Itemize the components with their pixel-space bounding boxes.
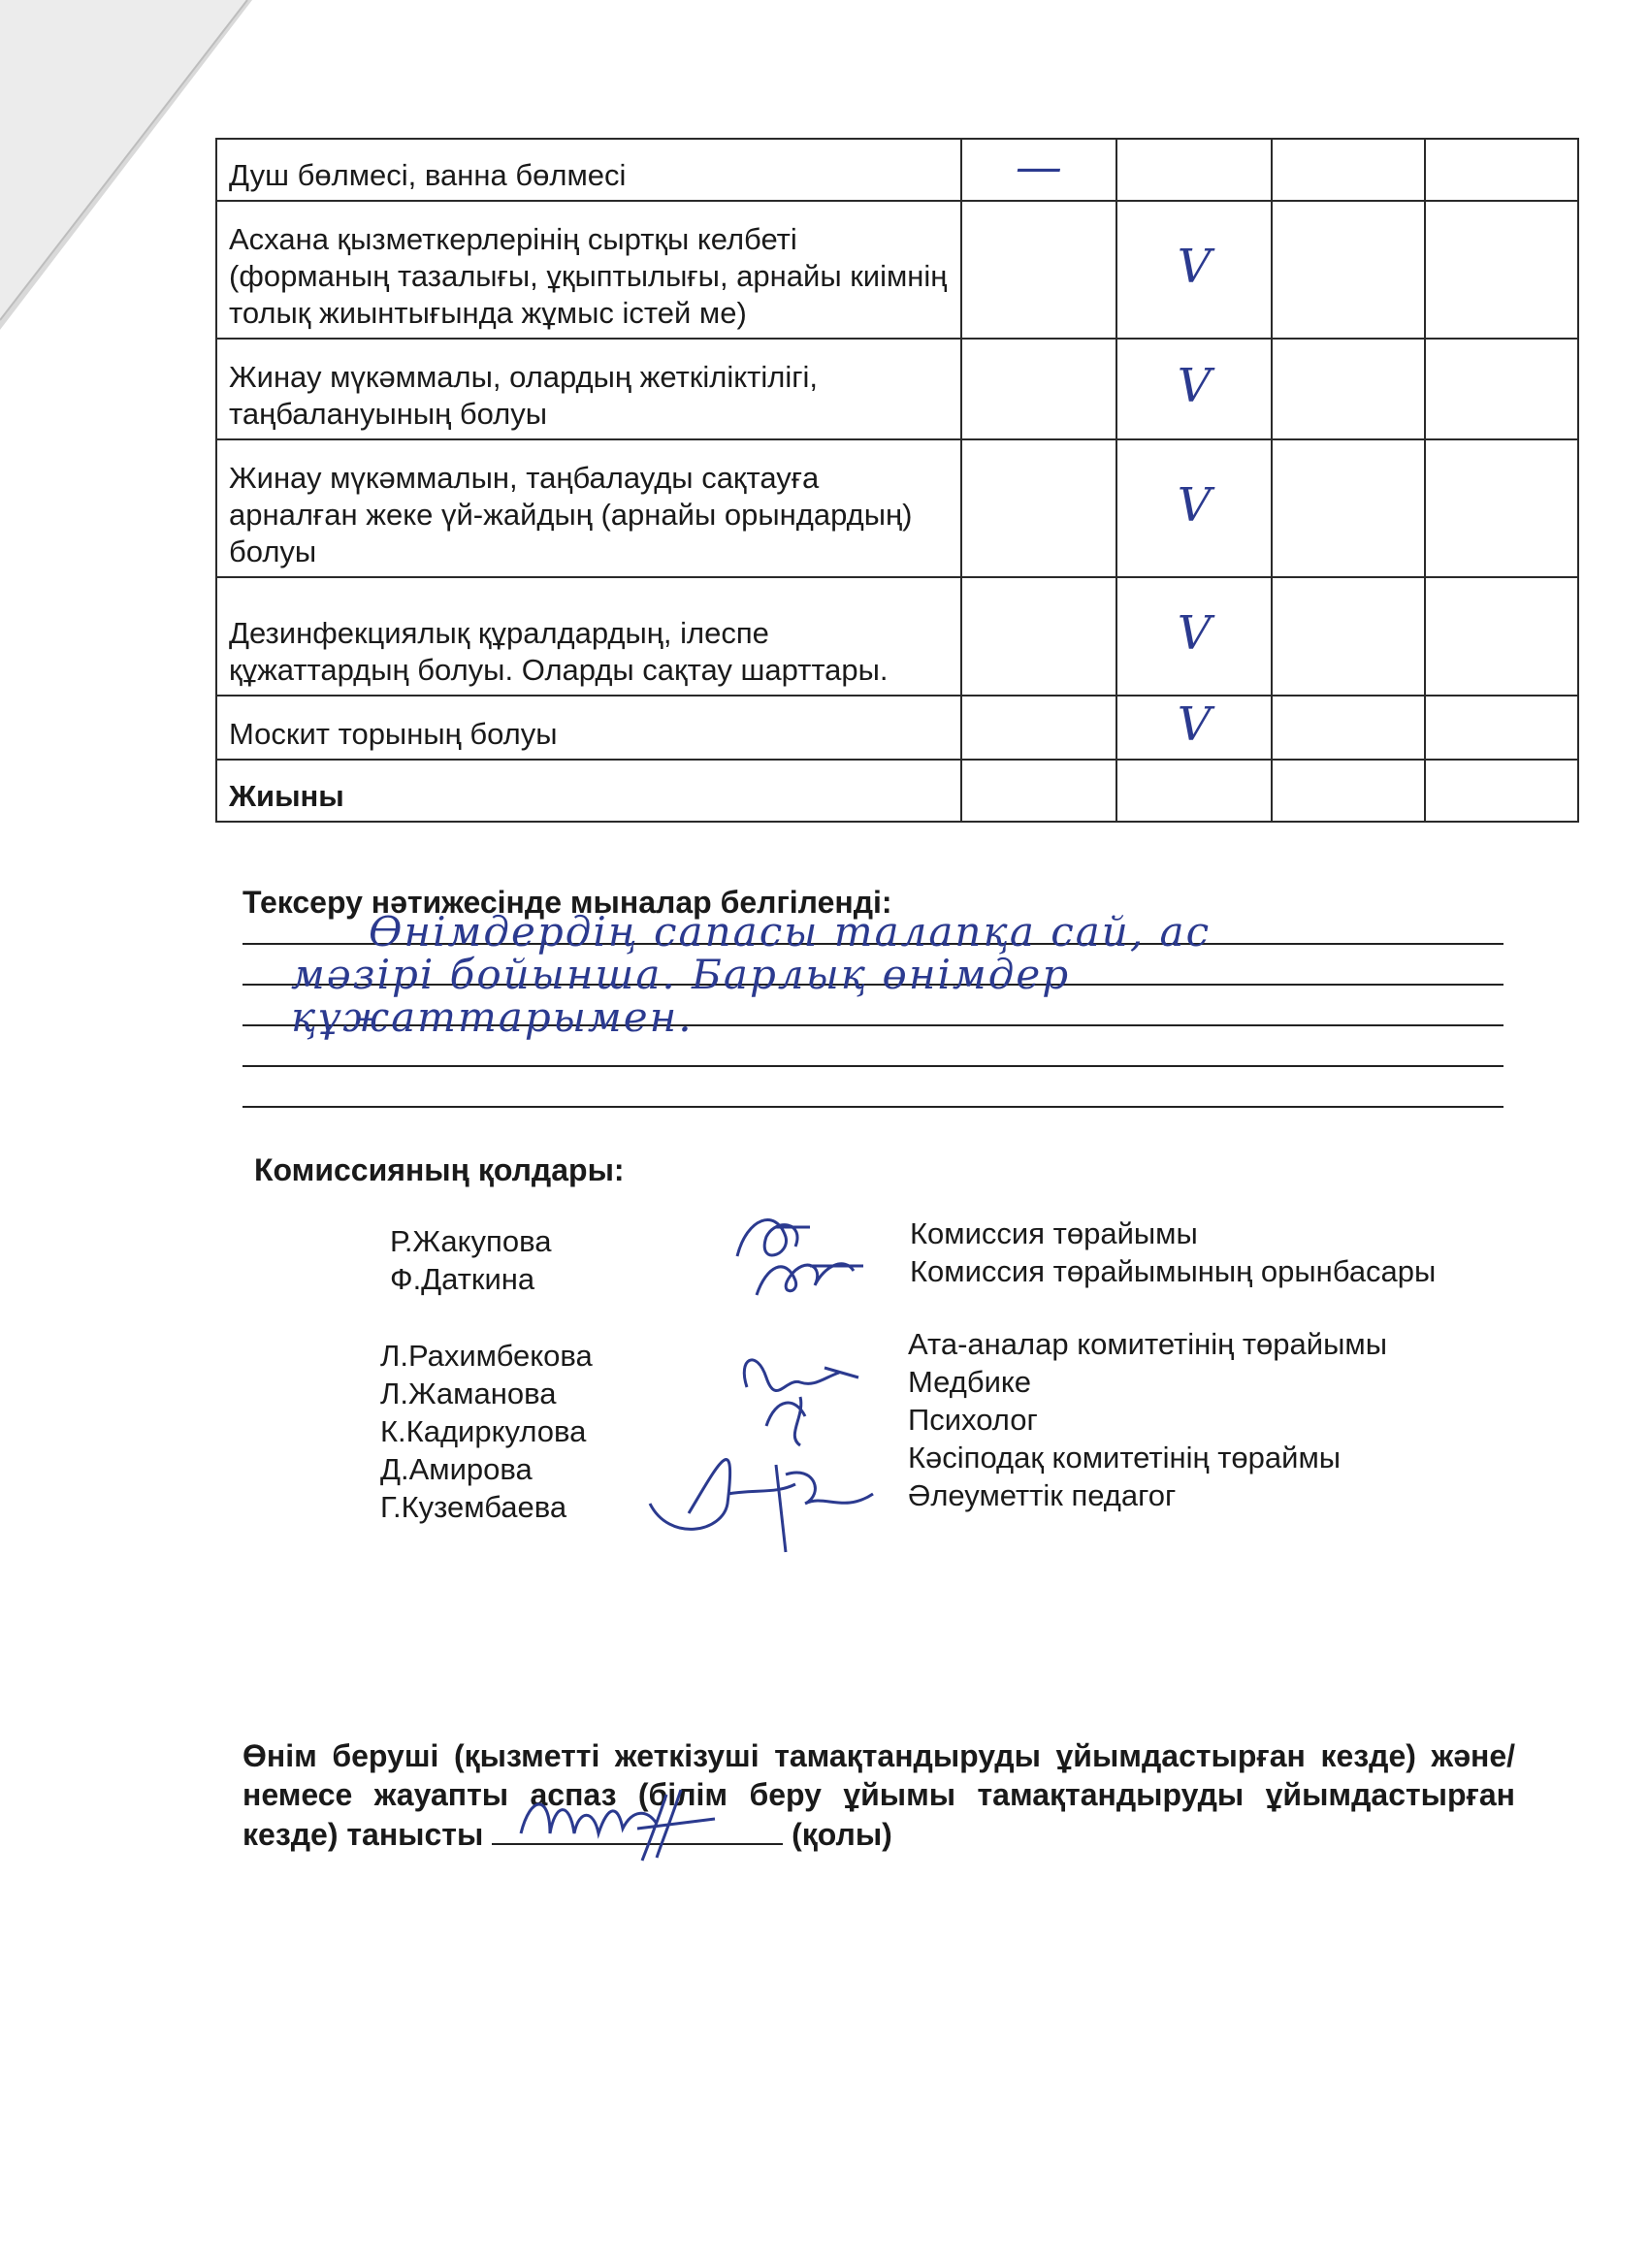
commission-group1-roles [910, 1215, 1436, 1290]
checklist-cell [1116, 139, 1272, 201]
checklist-cell [961, 696, 1117, 760]
handwritten-mark: — [1015, 140, 1062, 194]
producer-signature [511, 1775, 725, 1863]
member-name: Д.Амирова [380, 1452, 533, 1486]
checklist-cell [1272, 139, 1425, 201]
checklist-row [216, 696, 1578, 760]
member-name: Ф.Даткина [390, 1262, 535, 1296]
member-name: Р.Жакупова [390, 1224, 552, 1258]
checklist-item-label: Жинау мүкәммалын, таңбалауды сақтауға арналған жеке үй-жайдың (арнайы орындардың) болуы [216, 439, 961, 577]
member-role: Комиссия төрайымының орынбасары [910, 1254, 1437, 1288]
checklist-cell [961, 439, 1117, 577]
checklist-item-label: Асхана қызметкерлерінің сыртқы келбеті (форманың тазалығы, ұқыптылығы, арнайы киімнің толық жиынтығында жұмыс істей ме) [216, 201, 961, 339]
member-role: Әлеуметтік педагог [908, 1478, 1177, 1512]
member-name: Г.Кузембаева [380, 1490, 567, 1524]
findings-heading: Тексеру нәтижесінде мыналар белгіленді: [242, 885, 892, 920]
checklist-total-cell [1425, 760, 1578, 822]
checklist-total-cell [961, 760, 1117, 822]
member-role: Ата-аналар комитетінің төрайымы [908, 1327, 1387, 1361]
commission-group1-names [390, 1222, 551, 1298]
member-name: Л.Рахимбекова [380, 1339, 593, 1373]
signature-chair [718, 1198, 873, 1305]
checklist-cell [1272, 439, 1425, 577]
member-role: Кәсіподақ комитетінің төраймы [908, 1441, 1342, 1474]
findings-handwritten-1: Өнімдердің сапасы талапқа сай, ас [369, 908, 1212, 956]
checklist-cell [1425, 439, 1578, 577]
checklist-item-label: Душ бөлмесі, ванна бөлмесі [216, 139, 961, 201]
checklist-cell [1116, 439, 1272, 577]
checklist-item-label: Жинау мүкәммалы, олардың жеткіліктілігі, таңбалануының болуы [216, 339, 961, 439]
checklist-cell [961, 577, 1117, 696]
checklist-cell [961, 339, 1117, 439]
checklist-total-cell [1272, 760, 1425, 822]
checklist-cell [1272, 201, 1425, 339]
checklist-cell [1272, 339, 1425, 439]
producer-sign-label: (қолы) [792, 1817, 892, 1852]
checklist-cell [1425, 577, 1578, 696]
handwritten-mark: V [1177, 359, 1212, 413]
checklist-row [216, 339, 1578, 439]
findings-handwritten-2: мәзірі бойынша. Барлық өнімдер [291, 951, 1071, 998]
signature-group2 [630, 1348, 892, 1562]
handwritten-mark: V [1177, 240, 1212, 294]
handwritten-mark: V [1177, 478, 1212, 533]
checklist-total-label: Жиыны [216, 760, 961, 822]
commission-group2-names [380, 1337, 593, 1526]
checklist-cell [1116, 577, 1272, 696]
member-role: Медбике [908, 1365, 1032, 1399]
producer-text: Өнім беруші (қызметті жеткізуші тамақтандыруды ұйымдастырған кезде) және/немесе жауапты аспаз (білім беру ұйымы тамақтандыруды ұйымдастырған кезде) танысты [242, 1738, 1515, 1852]
producer-signature-line [492, 1814, 783, 1845]
member-role: Психолог [908, 1403, 1038, 1437]
checklist-item-label: Дезинфекциялық құралдардың, ілеспе құжаттардың болуы. Оларды сақтау шарттары. [216, 577, 961, 696]
commission-group2-roles [908, 1325, 1387, 1514]
handwritten-mark: V [1177, 697, 1212, 752]
checklist-cell [1425, 139, 1578, 201]
checklist-row [216, 201, 1578, 339]
checklist-cell [961, 139, 1117, 201]
checklist-cell [961, 201, 1117, 339]
checklist-item-label: Москит торының болуы [216, 696, 961, 760]
checklist-cell [1425, 696, 1578, 760]
findings-handwritten-3: құжаттарымен. [291, 993, 694, 1041]
checklist-cell [1272, 577, 1425, 696]
checklist-row [216, 139, 1578, 201]
checklist-total-cell [1116, 760, 1272, 822]
checklist-row [216, 577, 1578, 696]
checklist-table [215, 138, 1579, 823]
handwritten-mark: V [1177, 606, 1212, 661]
commission-heading: Комиссияның қолдары: [254, 1152, 625, 1187]
checklist-cell [1116, 201, 1272, 339]
checklist-cell [1272, 696, 1425, 760]
findings-line-4 [242, 1065, 1504, 1067]
member-name: Л.Жаманова [380, 1377, 557, 1410]
checklist-cell [1425, 339, 1578, 439]
findings-line-5 [242, 1106, 1504, 1108]
member-role: Комиссия төрайымы [910, 1216, 1198, 1250]
checklist-cell [1425, 201, 1578, 339]
checklist-cell [1116, 696, 1272, 760]
checklist-row [216, 439, 1578, 577]
checklist-total-row [216, 760, 1578, 822]
producer-acknowledgement [242, 1736, 1515, 1854]
member-name: К.Кадиркулова [380, 1414, 587, 1448]
checklist-cell [1116, 339, 1272, 439]
